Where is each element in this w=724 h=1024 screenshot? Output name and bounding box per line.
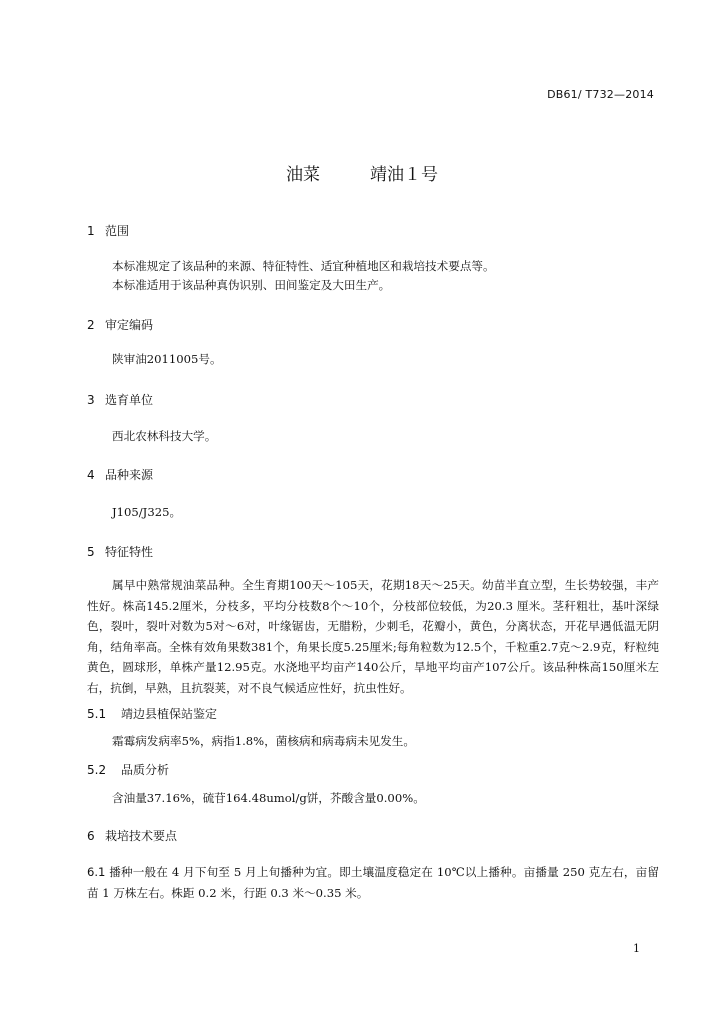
disease-identification: 霜霉病发病率5%，病指1.8%，菌核病和病毒病未见发生。 — [112, 734, 415, 748]
section-title: 选育单位 — [105, 393, 154, 407]
sowing-lead: 6.1 播种 — [87, 865, 133, 879]
sowing-paragraph — [87, 862, 659, 904]
title-crop: 油菜 — [286, 165, 320, 185]
section-heading-5-1: 5.1 靖边县植保站鉴定 — [87, 707, 218, 721]
section-heading-2: 2 审定编码 — [87, 318, 154, 332]
section-heading-3: 3 选育单位 — [87, 393, 154, 407]
title-variety: 靖油１号 — [370, 165, 438, 185]
breeding-unit: 西北农林科技大学。 — [112, 429, 217, 443]
section-heading-6: 6 栽培技术要点 — [87, 829, 178, 843]
section-title: 品种来源 — [105, 468, 154, 482]
section-title: 特征特性 — [105, 545, 154, 559]
approval-code: 陕审油2011005号。 — [112, 352, 222, 366]
scope-line-2: 本标准适用于该品种真伪识别、田间鉴定及大田生产。 — [112, 278, 391, 292]
sowing-text: 一般在 4 月下旬至 5 月上旬播种为宜。即土壤温度稳定在 10℃以上播种。亩播量 250 克左右，亩留苗 1 万株左右。株距 0.2 米，行距 0.3 米～0.35 米。 — [87, 865, 660, 900]
section-title: 范围 — [105, 224, 130, 238]
section-title: 审定编码 — [105, 318, 154, 332]
characteristics-paragraph: 属早中熟常规油菜品种。全生育期100天～105天，花期18天～25天。幼苗半直立型，生长势较强，丰产性好。株高145.2厘米，分枝多，平均分枝数8个～10个，分枝部位较低，为20.3 厘米。茎秆粗壮，基叶深绿色，裂叶，裂叶对数为5对～6对，叶缘锯齿，无腊粉，少刺毛，花瓣小，黄色，分离状态，开花早遇低温无阴角，结角率高。全株有效角果数381个，角果长度5.25厘米;每角粒数为12.5个，千粒重2.7克～2.9克，籽粒纯黄色，圆球形，单株产量12.95克。水浇地平均亩产140公斤，旱地平均亩产107公斤。该品种株高150厘米左右，抗倒，早熟，且抗裂荚，对不良气候适应性好，抗虫性好。 — [87, 578, 659, 695]
page-number: 1 — [633, 942, 640, 955]
section-heading-1: 1 范围 — [87, 224, 130, 238]
scope-line-1: 本标准规定了该品种的来源、特征特性、适宜种植地区和栽培技术要点等。 — [112, 259, 495, 273]
doc-code: DB61/ T732—2014 — [547, 88, 654, 101]
variety-origin: J105/J325。 — [112, 505, 182, 519]
section-title: 品质分析 — [121, 763, 170, 777]
section-title: 靖边县植保站鉴定 — [121, 707, 218, 721]
quality-analysis: 含油量37.16%，硫苷164.48umol/g饼，芥酸含量0.00%。 — [112, 791, 425, 805]
page-title — [0, 160, 724, 185]
section-title: 栽培技术要点 — [105, 829, 178, 843]
section-heading-5-2: 5.2 品质分析 — [87, 763, 170, 777]
section-heading-5: 5 特征特性 — [87, 545, 154, 559]
section-heading-4: 4 品种来源 — [87, 468, 154, 482]
